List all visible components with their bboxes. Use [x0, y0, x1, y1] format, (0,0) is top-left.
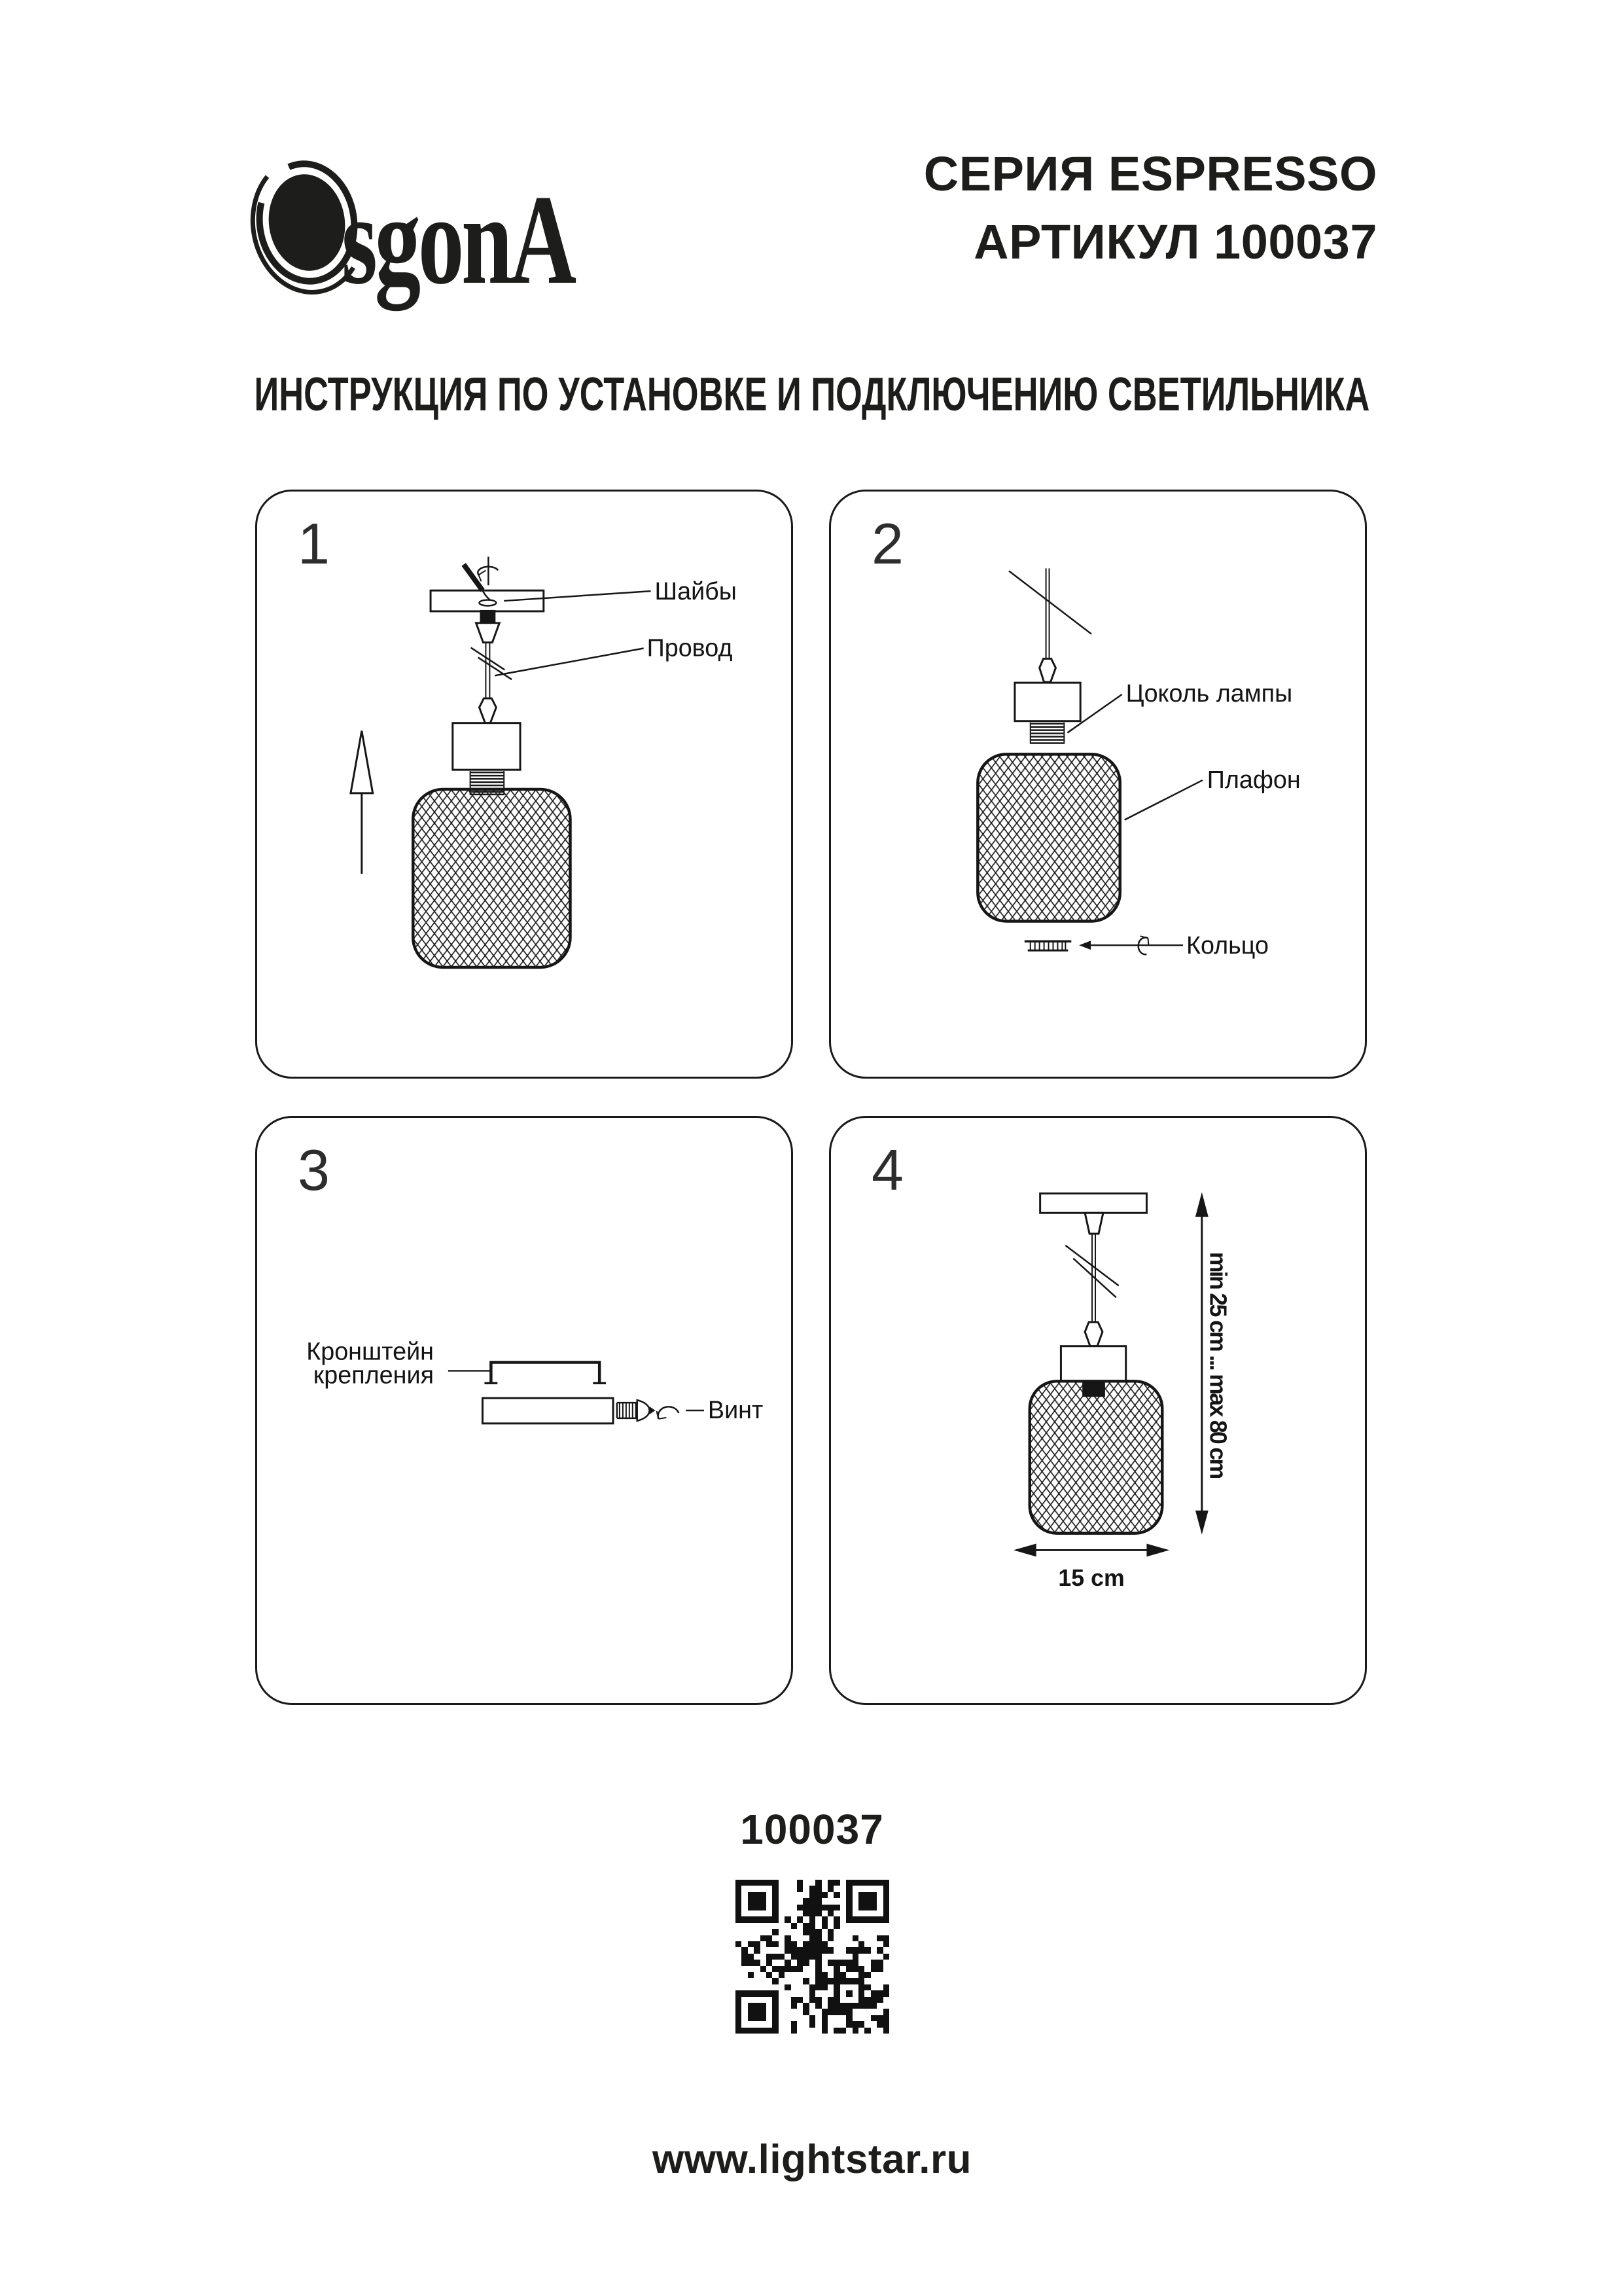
wire-callout: [495, 634, 732, 675]
wire-break-marks: [471, 648, 512, 680]
socket-housing: [453, 723, 520, 770]
bracket-label-line2: крепления: [313, 1361, 434, 1389]
cone-grip: [1085, 1213, 1103, 1234]
cone-grip: [476, 623, 500, 643]
mounting-bar: [482, 1398, 613, 1424]
step-4-diagram: [831, 1118, 1365, 1703]
step-number: 2: [872, 511, 904, 576]
height-range-label: min 25 cm ... max 80 cm: [1205, 1251, 1231, 1480]
ring-callout: [1079, 931, 1269, 959]
width-dimension-arrow: [1014, 1544, 1169, 1557]
page-title-text: ИНСТРУКЦИЯ ПО УСТАНОВКЕ И ПОДКЛЮЧЕНИЮ СВЕТИЛЬНИКА: [254, 368, 1370, 421]
socket-housing: [1061, 1346, 1125, 1382]
lamp-socket-callout: [1067, 679, 1292, 733]
shade-label: Плафон: [1207, 765, 1301, 793]
step-number: 4: [872, 1138, 904, 1202]
screw-callout: [686, 1396, 763, 1424]
screw-label: Винт: [707, 1395, 764, 1424]
suspension-wire: [1046, 568, 1050, 658]
mesh-shade: [1030, 1381, 1163, 1533]
logo-wordmark: sgonA: [342, 168, 574, 311]
header-block: [924, 140, 1377, 276]
article-line: АРТИКУЛ 100037: [974, 215, 1377, 269]
wire-label: Провод: [646, 634, 733, 662]
bracket-label-line1: Кронштейн: [306, 1337, 434, 1365]
bracket-callout: [306, 1338, 489, 1389]
wire-connector-bead: [480, 698, 497, 723]
lamp-socket-label: Цоколь лампы: [1125, 679, 1293, 707]
osgona-logo: [243, 144, 662, 324]
step-number: 3: [298, 1138, 330, 1202]
step-1-diagram: [257, 492, 791, 1077]
wire-connector-bead: [1040, 658, 1056, 682]
screw: [617, 1400, 656, 1421]
width-label: 15 cm: [1058, 1565, 1125, 1592]
step-3-panel: [255, 1116, 793, 1705]
rotate-arrow-icon: [657, 1407, 679, 1419]
article-number: 100037: [740, 1806, 884, 1853]
up-arrow: [351, 731, 373, 874]
step-number: 1: [298, 511, 330, 576]
step-4-panel: [829, 1116, 1367, 1705]
wire-break-mark: [1009, 571, 1091, 634]
suspension-wire: [485, 643, 489, 698]
ring-label: Кольцо: [1186, 931, 1269, 960]
socket-housing: [1015, 683, 1080, 721]
washers-label: Шайбы: [654, 577, 737, 605]
mesh-shade: [413, 789, 570, 967]
strain-relief-block: [480, 610, 495, 623]
washer: [480, 600, 497, 606]
series-line: СЕРИЯ ESPRESSO: [923, 147, 1377, 201]
step-2-panel: [829, 490, 1367, 1079]
qr-code: [735, 1880, 889, 2034]
ceiling-plate: [1040, 1193, 1147, 1213]
mesh-shade: [978, 754, 1120, 921]
wire-connector-bead: [1085, 1322, 1103, 1346]
page-title: [0, 368, 1624, 422]
step-1-panel: [255, 490, 793, 1079]
socket-joint: [1082, 1381, 1105, 1397]
socket-thread: [1031, 723, 1065, 744]
step-2-diagram: [831, 492, 1365, 1077]
mounting-bracket: [484, 1363, 606, 1384]
step-3-diagram: [257, 1118, 791, 1703]
shade-callout: [1125, 766, 1301, 820]
website-url: www.lightstar.ru: [652, 2137, 972, 2182]
retaining-ring: [1025, 941, 1071, 950]
